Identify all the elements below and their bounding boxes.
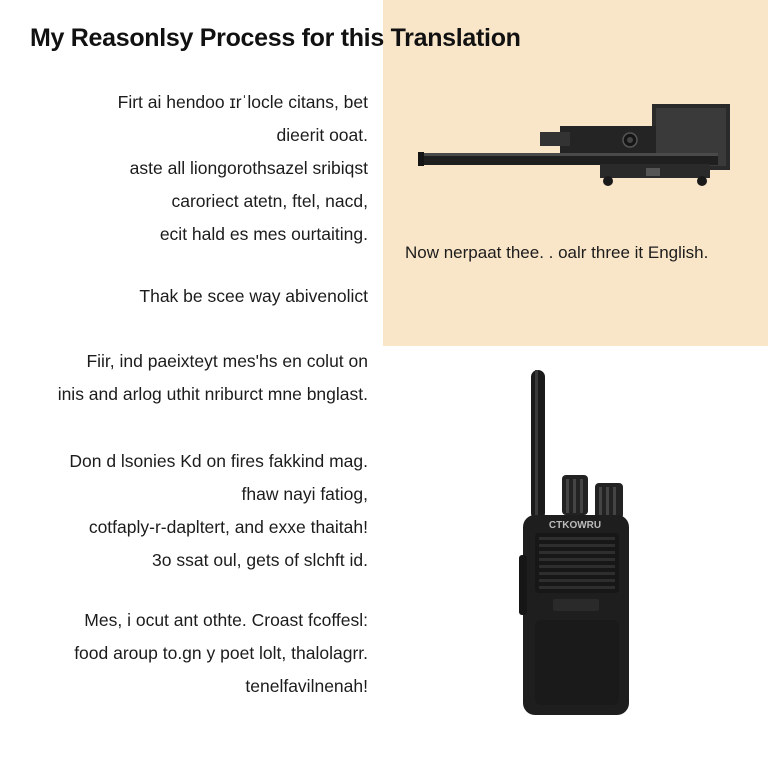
paragraph-1 [8, 86, 368, 251]
paragraph-line: Mes, i ocut ant othte. Croast fcoffesl: [84, 610, 368, 630]
paragraph-line: Don d lsonies Kd on fires fakkind mag. [69, 451, 368, 471]
image-caption: Now nerpaat thee. . oalr three it English. [405, 243, 709, 262]
paragraph-5 [8, 604, 368, 703]
camera-rail-image [410, 98, 750, 198]
paragraph-2 [8, 280, 368, 313]
paragraph-line: Thak be scee way abivenolict [139, 286, 368, 306]
speaker-grille [535, 533, 619, 593]
paragraph-line: ecit hald es mes ourtaiting. [159, 224, 368, 244]
paragraph-line: cotfaply-r-dapltert, and exxe thaitah! [88, 517, 368, 537]
paragraph-line: tenelfavilnenah! [245, 676, 368, 696]
paragraph-line: food aroup to.gn y poet lolt, thalolagrr. [74, 643, 368, 663]
radio-brand-label: CTKOWRU [548, 520, 602, 531]
paragraph-3 [8, 345, 368, 411]
ptt-button [519, 555, 527, 615]
paragraph-line: 3o ssat oul, gets of slchft id. [152, 550, 368, 570]
paragraph-line: Fiir, ind paeixteyt mes'hs en colut on [86, 351, 368, 371]
paragraph-line: inis and arlog uthit nriburct mne bnglast. [57, 384, 368, 404]
walkie-talkie-image [505, 365, 645, 720]
paragraph-line: fhaw nayi fatiog, [241, 484, 368, 504]
paragraph-4 [8, 445, 368, 577]
paragraph-line: caroriect atetn, ftel, nacd, [171, 191, 368, 211]
paragraph-line: dieerit ooat. [276, 125, 368, 145]
paragraph-line: Firt ai hendoo ɪrˈlocle citans, bet [117, 92, 368, 112]
paragraph-line: aste all liongorothsazel sribiqst [129, 158, 368, 178]
page-title: My Reasonlsy Process for this Translation [30, 24, 521, 52]
